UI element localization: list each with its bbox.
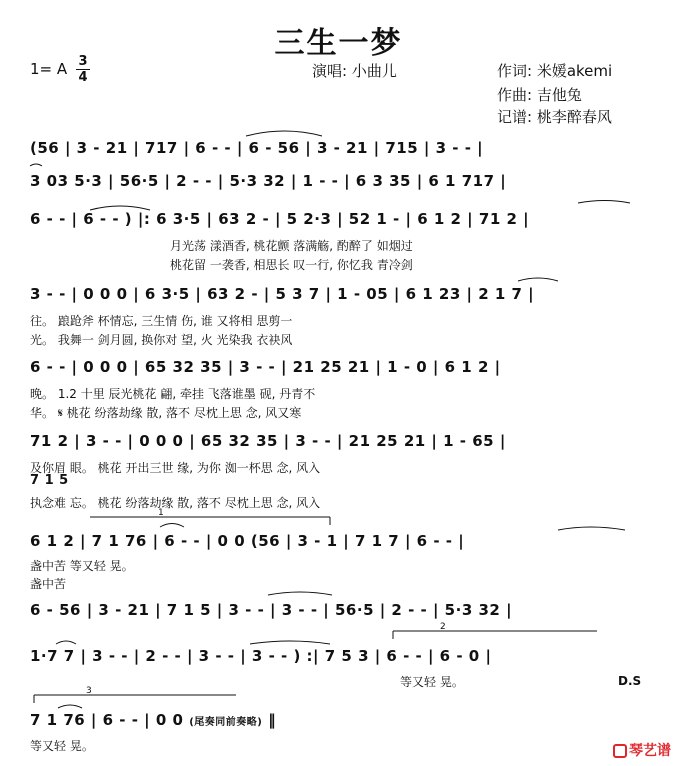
tie-8 (268, 592, 332, 595)
tie-9 (56, 641, 76, 644)
lyric-line-7a: 盏中苦 等又轻 晃。 (30, 559, 134, 573)
notation-system-10-notes: 7 1 76 | 6 - - | 0 0 (30, 711, 184, 729)
tie-10 (250, 641, 330, 644)
lyric-line-4a: 往。 踉跄斧 杯情忘, 三生情 伤, 谁 又将相 思剪一 (30, 314, 293, 328)
volta-3-label: 3 (86, 686, 92, 696)
tie-1 (246, 131, 322, 136)
tie-3 (578, 201, 630, 204)
tie-5 (518, 278, 558, 281)
notation-system-6: 71 2 | 3 - - | 0 0 0 | 65 32 35 | 3 - - | 21 25 21 | 1 - 65 | (30, 432, 506, 450)
composer: 作曲: 吉他兔 (497, 86, 582, 104)
brand-logo-text: 琴艺谱 (629, 743, 671, 759)
notation-system-5: 6 - - | 0 0 0 | 65 32 35 | 3 - - | 21 25 21 | 1 - 0 | 6 1 2 | (30, 358, 501, 376)
final-barline: ‖ (268, 711, 277, 729)
volta-1-label: 1 (158, 508, 164, 518)
lyric-line-3b: 桃花留 一袭香, 相思长 叹一行, 你忆我 青冷剑 (170, 258, 413, 272)
lyric-line-4b: 光。 我舞一 剑月圆, 换你对 望, 火 光染我 衣袂风 (30, 333, 293, 347)
time-signature (76, 55, 90, 84)
transcriber: 记谱: 桃李醉春风 (497, 108, 612, 126)
notation-system-2: 3 03 5·3 | 56·5 | 2 - - | 5·3 32 | 1 - - | 6 3 35 | 6 1 717 | (30, 172, 507, 190)
tie-6 (160, 524, 184, 528)
notation-system-10 (30, 711, 640, 729)
alt-notes-6: 7 1 5 (30, 473, 69, 488)
lyric-line-6b: 执念难 忘。 桃花 纷落劫缘 散, 落不 尽枕上思 念, 风入 (30, 496, 321, 510)
tie-7 (558, 527, 625, 530)
volta-2-label: 2 (440, 622, 446, 632)
notation-system-3: 6 - - | 6 - - ) |: 6 3·5 | 63 2 - | 5 2·3 | 52 1 - | 6 1 2 | 71 2 | (30, 210, 530, 228)
key-signature: 1= A (30, 60, 68, 78)
brand-logo (613, 740, 671, 760)
lyric-line-3a: 月光荡 漾酒香, 桃花颤 落满觞, 酌醉了 如烟过 (170, 239, 413, 253)
dal-segno-mark: D.S (618, 674, 642, 688)
notation-system-1: (56 | 3 - 21 | 717 | 6 - - | 6 - 56 | 3 - 21 | 715 | 3 - - | (30, 139, 484, 157)
notation-system-8: 6 - 56 | 3 - 21 | 7 1 5 | 3 - - | 3 - - | 56·5 | 2 - - | 5·3 32 | (30, 601, 513, 619)
tie-2 (30, 164, 42, 166)
lyric-line-6a: 及你眉 眼。 桃花 开出三世 缘, 为你 洳一杯思 念, 风入 (30, 461, 321, 475)
time-signature-top: 3 (78, 54, 88, 69)
notation-system-4: 3 - - | 0 0 0 | 6 3·5 | 63 2 - | 5 3 7 | 1 - 05 | 6 1 23 | 2 1 7 | (30, 285, 535, 303)
notation-system-7: 6 1 2 | 7 1 76 | 6 - - | 0 0 (56 | 3 - 1 | 7 1 7 | 6 - - | (30, 532, 465, 550)
lyric-line-5a: 晚。 1.2 十里 辰光桃花 翩, 牵挂 飞落谁墨 砚, 丹青不 (30, 387, 316, 401)
time-signature-bottom: 4 (78, 70, 88, 85)
lyric-line-9a: 等又轻 晃。 (400, 675, 464, 689)
song-title: 三生一梦 (274, 26, 403, 61)
lyric-line-10a: 等又轻 晃。 (30, 739, 94, 753)
tie-11 (58, 705, 82, 708)
notation-system-9: 1·7 7 | 3 - - | 2 - - | 3 - - | 3 - - ) :| 7 5 3 | 6 - - | 6 - 0 | (30, 647, 492, 665)
lyric-line-7b: 盏中苦 (30, 577, 67, 591)
brand-logo-icon (613, 744, 627, 758)
lyric-line-5b: 华。 𝄋 桃花 纷落劫缘 散, 落不 尽枕上思 念, 风又寒 (30, 406, 302, 420)
singer: 演唱: 小曲儿 (312, 62, 397, 80)
lyricist: 作词: 米媛akemi (497, 62, 613, 80)
outro-note: (尾奏同前奏略) (189, 717, 263, 728)
